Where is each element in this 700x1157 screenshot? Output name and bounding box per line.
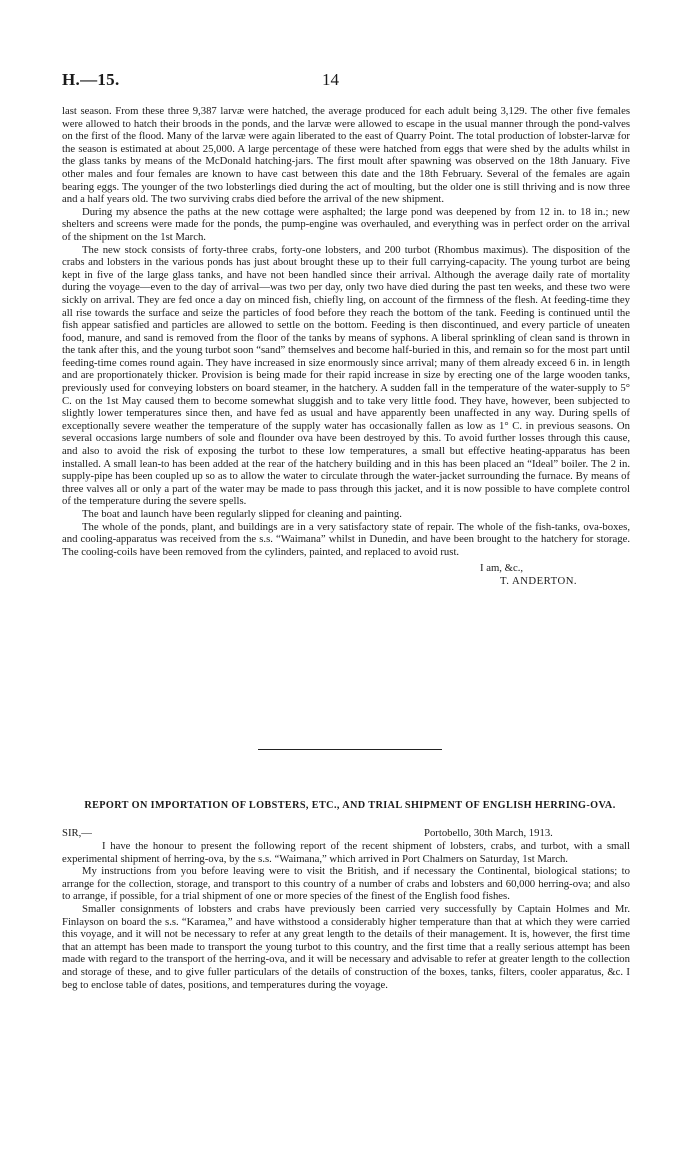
paragraph-smaller-consignments: Smaller consignments of lobsters and crabs have previously been carried very successfully by Captain Holmes and Mr. Finlayson on board the s.s. “Karamea,” and have withstood a considerably higher temperature than that at which they were carried this voyage, and it will not be necessary to refer at any great length to the details of their management. It is, however, the first time that an attempt has been made to transport the young turbot to this country, and the first time that a really serious attempt has been made with regard to the transport of the herring-ova, and it will be necessary and advisable to refer at greater length to the collection and storage of these, and to give fuller particulars of the details of construction of the boxes, tanks, filters, cooler apparatus, &c. I beg to enclose table of dates, positions, and temperatures during the voyage. — [62, 902, 630, 991]
section-divider — [258, 749, 442, 750]
closing-phrase: I am, &c., — [480, 562, 524, 575]
paragraph-new-stock: The new stock consists of forty-three crabs, forty-one lobsters, and 200 turbot (Rhombus maximus). The disposition of the crabs and lobsters in the various ponds has just about brought these up to their full carrying-capacity. The young turbot are being kept in five of the large glass tanks, and have not been handled since their arrival. Although the average daily rate of mortality during the voyage—even to the day of arrival—was two per day, only two have died during the past ten weeks, and these two were sickly on arrival. They are fed once a day on minced fish, chiefly ling, on account of the firmness of the flesh. At feeding-time they all rise towards the surface and seize the particles of food before they reach the bottom of the tank. Feeding is continued until the fish appear satisfied and particles are allowed to settle on the bottom. Feeding is then discontinued, and every particle of uneaten food, manure, and sand is removed from the floor of the tanks by means of syphons. A liberal sprinkling of clean sand is thrown in the tank after this, and the young turbot soon “sand” themselves and become half-buried in this, and remain so for the most part until feeding-time comes round again. They have increased in size enormously since arrival; many of them already exceed 6 in. in length and are proportionately thicker. Provision is being made for their rapid increase in size by erecting one of the large wooden tanks, previously used for conveying lobsters on board steamer, in the hatchery. A sudden fall in the temperature of the water-supply to 5° C. on the 1st May caused them to become somewhat sluggish and to take very little food. They have, however, been subjected to slightly lower temperatures since then, and have fed as usual and have apparently been unaffected in any way. During spells of exceptionally severe weather the temperature of the supply water has occasionally fallen as low as 1° C. in previous seasons. On several occasions large numbers of sole and flounder ova have been destroyed by this. To avoid further losses through this cause, and also to avoid the risk of exposing the turbot to these low temperatures, a small but effective heating-apparatus has been installed. A small lean-to has been added at the rear of the hatchery building and in this has been placed an “Ideal” boiler. The 2 in. supply-pipe has been coupled up so as to allow the water to circulate through the water-jacket surrounding the furnace. By means of three valves all or only a part of the water may be made to pass through this jacket, and it is now possible to have complete control of the temperature during the severe spells. — [62, 243, 630, 508]
paragraph-instructions: My instructions from you before leaving were to visit the British, and if necessary the Continental, biological stations; to arrange for the collection, storage, and transport to this country of a number of crabs and lobsters and 60,000 herring-ova; and also to arrange, if possible, for a trial shipment of one or more species of the finest of the English food fishes. — [62, 865, 630, 903]
report-title: REPORT ON IMPORTATION OF LOBSTERS, ETC., AND TRIAL SHIPMENT OF ENGLISH HERRING-OVA. — [84, 800, 616, 811]
paragraph-honour-present: I have the honour to present the following report of the recent shipment of lobsters, crabs, and turbot, with a small experimental shipment of herring-ova, by the s.s. “Waimana,” which arrived in Port Chalmers on Saturday, 1st March. — [62, 840, 630, 865]
report-continuation — [62, 105, 630, 592]
signature: T. ANDERTON. — [500, 575, 578, 588]
document-code: H.—15. — [62, 70, 120, 89]
place-date: Portobello, 30th March, 1913. — [424, 827, 553, 839]
salutation: SIR,— — [62, 827, 92, 839]
page-number: 14 — [322, 70, 339, 89]
letter-closing — [62, 562, 630, 592]
paragraph-ponds-repair: The whole of the ponds, plant, and buildings are in a very satisfactory state of repair. The whole of the fish-tanks, ova-boxes, and cooling-apparatus was received from the s.s. “Waimana” whilst in Dunedin, and have been brought to the hatchery for storage. The cooling-coils have been removed from the cylinders, painted, and replaced to avoid rust. — [62, 520, 630, 558]
paragraph-boat-launch: The boat and launch have been regularly slipped for cleaning and painting. — [82, 508, 402, 520]
salutation-row — [62, 827, 630, 841]
paragraph-larvae-hatching: last season. From these three 9,387 larvæ were hatched, the average produced for each adult being 3,129. The other five females were allowed to hatch their broods in the ponds, and the larvæ were allowed to escape in the usual manner through the pond-valves on the first of the flood. Many of the larvæ were again liberated to the east of Quarry Point. The total production of lobster-larvæ for the season is estimated at about 25,000. A large percentage of these were hatched from eggs that were shed by the adults whilst in the glass tanks by means of the McDonald hatching-jars. The first moult after spawning was observed on the 18th January. Five other males and four females are known to have cast between this date and the 18th February. Several of the females are again bearing eggs. The younger of the two lobsterlings died during the act of moulting, but the older one is still thriving and is now three and a half years old. The two surviving crabs died before the arrival of the new shipment. — [62, 105, 630, 206]
page-header — [62, 70, 638, 94]
report-body — [62, 840, 630, 991]
paragraph-cottage-works: During my absence the paths at the new cottage were asphalted; the large pond was deepened by from 12 in. to 18 in.; new shelters and screens were made for the ponds, the pump-engine was overhauled, and everything was in perfect order on the arrival of the shipment on the 1st March. — [62, 205, 630, 243]
